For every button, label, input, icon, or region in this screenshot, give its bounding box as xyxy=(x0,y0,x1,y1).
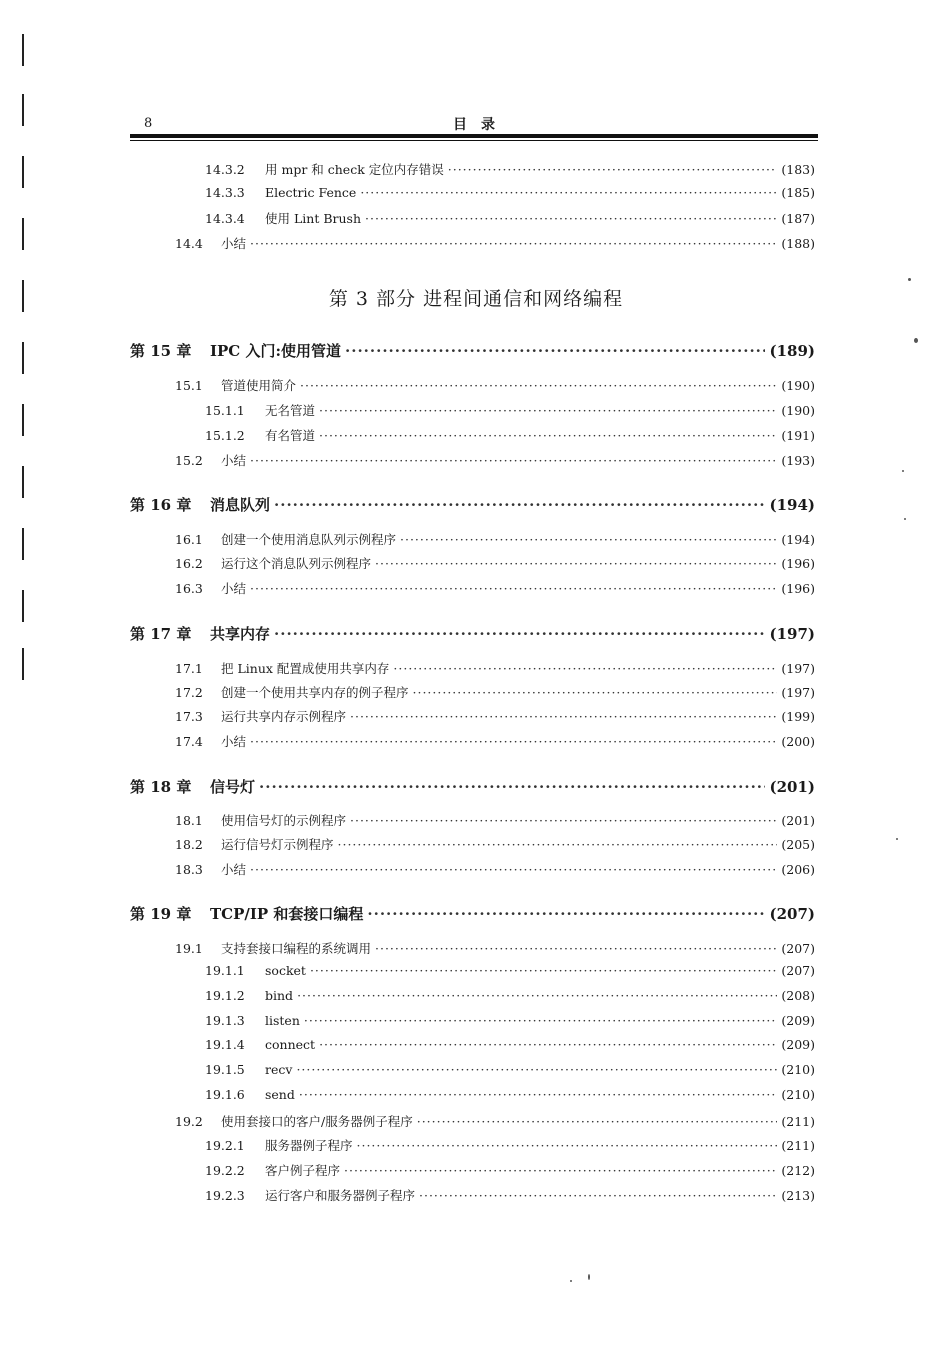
toc-entry-number: 19.1.1 xyxy=(205,963,245,978)
toc-entry-number: 16.1 xyxy=(175,532,203,547)
toc-entry-number: 14.4 xyxy=(175,236,203,251)
toc-entry-page: (207) xyxy=(781,941,815,956)
toc-chapter[interactable] xyxy=(130,340,815,361)
dot-leader xyxy=(250,862,777,877)
chapter-page: (189) xyxy=(769,342,815,360)
toc-entry-number: 17.2 xyxy=(175,685,203,700)
toc-entry-page: (188) xyxy=(781,236,815,251)
scan-speck xyxy=(908,278,911,281)
header-rule-thin xyxy=(130,140,818,141)
toc-entry[interactable] xyxy=(205,1161,815,1179)
toc-entry-title: 用 mpr 和 check 定位内存错误 xyxy=(265,162,444,177)
toc-entry[interactable] xyxy=(175,376,815,394)
toc-entry-number: 16.3 xyxy=(175,581,203,596)
toc-entry-title: 小结 xyxy=(221,734,247,749)
binding-mark xyxy=(22,342,24,374)
scan-speck xyxy=(914,338,918,343)
toc-entry-page: (209) xyxy=(781,1013,815,1028)
binding-mark xyxy=(22,590,24,622)
toc-entry-number: 15.1.1 xyxy=(205,403,245,418)
chapter-number: 第 18 章 xyxy=(130,778,192,796)
toc-entry[interactable] xyxy=(175,579,815,597)
dot-leader xyxy=(413,685,778,700)
toc-entry[interactable] xyxy=(175,939,815,957)
scan-speck xyxy=(570,1280,572,1282)
chapter-title: 共享内存 xyxy=(210,625,271,643)
toc-entry-number: 18.3 xyxy=(175,862,203,877)
toc-entry-page: (187) xyxy=(781,211,815,226)
toc-entry[interactable] xyxy=(175,1112,815,1130)
toc-entry-page: (207) xyxy=(781,963,815,978)
dot-leader xyxy=(304,1013,777,1028)
toc-entry-title: send xyxy=(265,1087,295,1102)
toc-entry[interactable] xyxy=(205,1087,815,1102)
toc-entry-number: 16.2 xyxy=(175,556,203,571)
part-heading: 第 3 部分 进程间通信和网络编程 xyxy=(328,288,624,310)
toc-entry[interactable] xyxy=(175,530,815,548)
toc-entry-page: (211) xyxy=(781,1114,815,1129)
toc-entry-title: 运行信号灯示例程序 xyxy=(221,837,334,852)
toc-entry-page: (201) xyxy=(781,813,815,828)
toc-entry-title: 把 Linux 配置成使用共享内存 xyxy=(221,661,390,676)
toc-entry-title: 使用 Lint Brush xyxy=(265,211,361,226)
dot-leader xyxy=(375,556,777,571)
dot-leader xyxy=(259,778,765,796)
toc-entry-number: 19.2.2 xyxy=(205,1163,245,1178)
dot-leader xyxy=(367,905,765,923)
toc-entry-title: 服务器例子程序 xyxy=(265,1138,353,1153)
scan-speck xyxy=(902,470,904,472)
dot-leader xyxy=(448,162,778,177)
toc-entry-title: connect xyxy=(265,1037,316,1052)
chapter-number: 第 17 章 xyxy=(130,625,192,643)
toc-entry[interactable] xyxy=(175,860,815,878)
dot-leader xyxy=(419,1188,777,1203)
header-rule-thick xyxy=(130,134,818,138)
dot-leader xyxy=(319,428,777,443)
toc-entry-page: (210) xyxy=(781,1087,815,1102)
toc-entry-number: 18.2 xyxy=(175,837,203,852)
dot-leader xyxy=(350,813,777,828)
toc-entry-title: socket xyxy=(265,963,306,978)
chapter-number: 第 15 章 xyxy=(130,342,192,360)
dot-leader xyxy=(393,661,777,676)
toc-entry[interactable] xyxy=(205,1013,815,1028)
toc-entry[interactable] xyxy=(205,185,815,200)
chapter-title: TCP/IP 和套接口编程 xyxy=(210,905,364,923)
toc-entry-number: 19.1.3 xyxy=(205,1013,245,1028)
scan-speck xyxy=(896,838,898,840)
dot-leader xyxy=(310,963,777,978)
toc-entry[interactable] xyxy=(175,732,815,750)
toc-entry-page: (200) xyxy=(781,734,815,749)
toc-entry-title: 客户例子程序 xyxy=(265,1163,341,1178)
toc-chapter[interactable] xyxy=(130,903,815,924)
toc-entry-number: 19.1.5 xyxy=(205,1062,245,1077)
dot-leader xyxy=(417,1114,778,1129)
toc-entry-number: 14.3.4 xyxy=(205,211,245,226)
binding-mark xyxy=(22,404,24,436)
dot-leader xyxy=(350,709,777,724)
toc-entry-number: 19.1.6 xyxy=(205,1087,245,1102)
binding-mark xyxy=(22,156,24,188)
toc-entry[interactable] xyxy=(175,659,815,677)
toc-chapter[interactable] xyxy=(130,623,815,644)
dot-leader xyxy=(400,532,777,547)
toc-entry-title: Electric Fence xyxy=(265,185,357,200)
toc-entry-number: 14.3.2 xyxy=(205,162,245,177)
dot-leader xyxy=(319,403,777,418)
toc-entry-page: (212) xyxy=(781,1163,815,1178)
dot-leader xyxy=(250,236,777,251)
dot-leader xyxy=(360,185,777,200)
toc-entry-number: 19.1.2 xyxy=(205,988,245,1003)
toc-entry[interactable] xyxy=(175,835,815,853)
toc-entry-page: (194) xyxy=(781,532,815,547)
chapter-title: 消息队列 xyxy=(210,496,271,514)
chapter-number: 第 16 章 xyxy=(130,496,192,514)
toc-entry[interactable] xyxy=(205,1136,815,1154)
toc-entry-page: (210) xyxy=(781,1062,815,1077)
toc-entry[interactable] xyxy=(175,451,815,469)
toc-entry-title: 创建一个使用消息队列示例程序 xyxy=(221,532,397,547)
toc-entry[interactable] xyxy=(205,963,815,978)
toc-entry-number: 17.3 xyxy=(175,709,203,724)
toc-entry-title: 小结 xyxy=(221,236,247,251)
toc-entry[interactable] xyxy=(205,160,815,178)
chapter-page: (194) xyxy=(769,496,815,514)
toc-entry-page: (208) xyxy=(781,988,815,1003)
chapter-page: (201) xyxy=(769,778,815,796)
toc-entry-number: 14.3.3 xyxy=(205,185,245,200)
toc-entry[interactable] xyxy=(175,707,815,725)
toc-entry-page: (191) xyxy=(781,428,815,443)
dot-leader xyxy=(299,1087,778,1102)
toc-entry[interactable] xyxy=(205,401,815,419)
toc-entry[interactable] xyxy=(205,209,815,227)
toc-entry-number: 15.1 xyxy=(175,378,203,393)
dot-leader xyxy=(319,1037,777,1052)
chapter-page: (197) xyxy=(769,625,815,643)
toc-entry-number: 15.1.2 xyxy=(205,428,245,443)
toc-entry-title: 有名管道 xyxy=(265,428,316,443)
binding-marks xyxy=(22,30,26,680)
toc-entry-title: listen xyxy=(265,1013,300,1028)
dot-leader xyxy=(375,941,777,956)
dot-leader xyxy=(250,734,777,749)
header-title: 目录 xyxy=(453,117,509,133)
toc-entry-page: (206) xyxy=(781,862,815,877)
binding-mark xyxy=(22,34,24,66)
toc-entry[interactable] xyxy=(175,234,815,252)
toc-chapter[interactable] xyxy=(130,494,815,515)
dot-leader xyxy=(300,378,777,393)
dot-leader xyxy=(296,1062,777,1077)
toc-entry-number: 17.1 xyxy=(175,661,203,676)
binding-mark xyxy=(22,528,24,560)
toc-entry-number: 19.1.4 xyxy=(205,1037,245,1052)
chapter-title: 信号灯 xyxy=(210,778,256,796)
dot-leader xyxy=(250,581,777,596)
toc-entry-number: 19.2.1 xyxy=(205,1138,245,1153)
toc-entry-title: recv xyxy=(265,1062,293,1077)
toc-entry-title: 小结 xyxy=(221,453,247,468)
dot-leader xyxy=(344,1163,777,1178)
chapter-page: (207) xyxy=(769,905,815,923)
dot-leader xyxy=(250,453,777,468)
toc-entry[interactable] xyxy=(175,554,815,572)
toc-entry-title: 运行共享内存示例程序 xyxy=(221,709,347,724)
toc-entry-page: (205) xyxy=(781,837,815,852)
dot-leader xyxy=(345,342,765,360)
chapter-number: 第 19 章 xyxy=(130,905,192,923)
dot-leader xyxy=(274,496,765,514)
scan-speck xyxy=(588,1274,590,1280)
toc-entry-page: (213) xyxy=(781,1188,815,1203)
toc-entry-title: 创建一个使用共享内存的例子程序 xyxy=(221,685,409,700)
toc-entry-number: 19.2.3 xyxy=(205,1188,245,1203)
toc-entry-number: 15.2 xyxy=(175,453,203,468)
toc-entry-number: 19.2 xyxy=(175,1114,203,1129)
toc-entry-page: (183) xyxy=(781,162,815,177)
dot-leader xyxy=(338,837,778,852)
toc-entry-title: 使用信号灯的示例程序 xyxy=(221,813,347,828)
toc-entry-title: 管道使用简介 xyxy=(221,378,297,393)
toc-chapter[interactable] xyxy=(130,776,815,797)
toc-entry-number: 17.4 xyxy=(175,734,203,749)
toc-entry-page: (196) xyxy=(781,556,815,571)
toc-entry[interactable] xyxy=(205,1037,815,1052)
toc-entry-title: 运行客户和服务器例子程序 xyxy=(265,1188,416,1203)
dot-leader xyxy=(297,988,777,1003)
toc-entry-number: 19.1 xyxy=(175,941,203,956)
toc-entry-title: 支持套接口编程的系统调用 xyxy=(221,941,372,956)
toc-entry-page: (185) xyxy=(781,185,815,200)
binding-mark xyxy=(22,218,24,250)
toc-entry-title: 无名管道 xyxy=(265,403,316,418)
toc-entry-number: 18.1 xyxy=(175,813,203,828)
binding-mark xyxy=(22,466,24,498)
toc-entry-title: 小结 xyxy=(221,581,247,596)
chapter-title: IPC 入门:使用管道 xyxy=(210,342,341,360)
page-header xyxy=(130,112,818,146)
toc-entry[interactable] xyxy=(175,683,815,701)
dot-leader xyxy=(274,625,765,643)
toc-entry[interactable] xyxy=(175,811,815,829)
toc-entry-page: (199) xyxy=(781,709,815,724)
toc-entry-title: 小结 xyxy=(221,862,247,877)
scan-speck xyxy=(904,518,906,520)
toc-entry-page: (197) xyxy=(781,661,815,676)
page-number: 8 xyxy=(144,116,153,131)
toc-entry-page: (190) xyxy=(781,403,815,418)
toc-entry-page: (197) xyxy=(781,685,815,700)
dot-leader xyxy=(365,211,777,226)
binding-mark xyxy=(22,94,24,126)
toc-entry-page: (190) xyxy=(781,378,815,393)
toc-entry[interactable] xyxy=(205,1186,815,1204)
toc-entry-page: (209) xyxy=(781,1037,815,1052)
toc-entry[interactable] xyxy=(205,426,815,444)
toc-entry-page: (196) xyxy=(781,581,815,596)
toc-entry-title: 使用套接口的客户/服务器例子程序 xyxy=(221,1114,413,1129)
toc-entry[interactable] xyxy=(205,988,815,1003)
binding-mark xyxy=(22,648,24,680)
toc-entry-page: (193) xyxy=(781,453,815,468)
toc-entry-title: bind xyxy=(265,988,294,1003)
toc-entry-page: (211) xyxy=(781,1138,815,1153)
toc-entry[interactable] xyxy=(205,1062,815,1077)
dot-leader xyxy=(357,1138,778,1153)
toc-entry-title: 运行这个消息队列示例程序 xyxy=(221,556,372,571)
